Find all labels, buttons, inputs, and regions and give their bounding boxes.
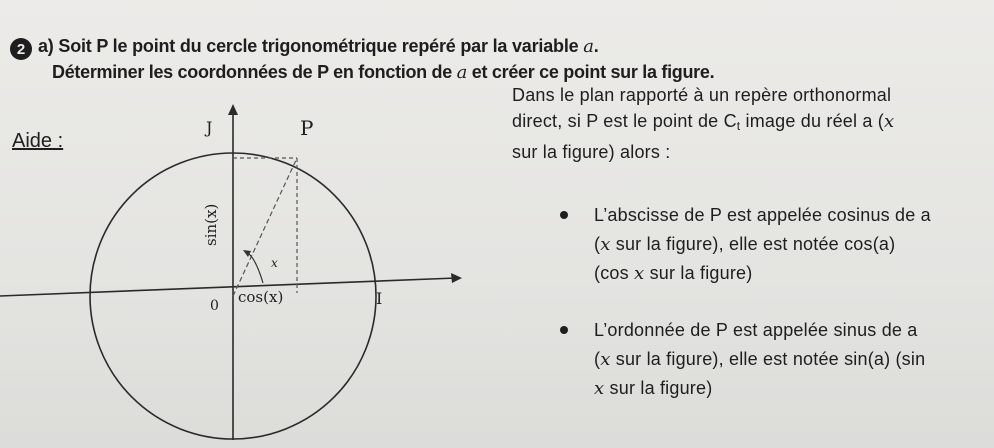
- bullet-sinus-line2-post: sur la figure), elle est notée sin(a) (sin: [610, 349, 926, 369]
- question-line1-text: a) Soit P le point du cercle trigonométrique repéré par la variable: [38, 36, 584, 56]
- label-cos-x: cos(x): [238, 288, 284, 306]
- definition-line3: sur la figure) alors :: [512, 142, 671, 162]
- label-angle-x: x: [271, 256, 278, 270]
- bullet-cosinus: [560, 201, 980, 288]
- bullet-dot-icon: [560, 211, 568, 219]
- label-origin: 0: [210, 298, 219, 314]
- bullet-cosinus-line2-x: x: [600, 234, 611, 255]
- definition-paragraph: [512, 82, 982, 165]
- definition-line1: Dans le plan rapporté à un repère orthonormal: [512, 85, 892, 105]
- radius-op: [233, 158, 297, 296]
- bullet-sinus-line2: [560, 345, 980, 374]
- definition-line2-x: x: [884, 111, 895, 132]
- bullet-sinus-line2-x: x: [600, 349, 611, 370]
- aide-label: Aide :: [12, 130, 64, 152]
- bullet-cosinus-line3-x: x: [634, 263, 645, 284]
- label-p: P: [300, 116, 314, 140]
- bullet-sinus: [560, 316, 980, 403]
- question-number: 2: [16, 40, 26, 58]
- bullet-cosinus-line3-pre: (cos: [594, 263, 635, 283]
- y-axis-arrow: [228, 104, 238, 115]
- bullet-sinus-line3: [560, 374, 980, 403]
- bullet-cosinus-line3: [560, 259, 980, 288]
- bullet-sinus-line2-pre: (: [594, 349, 601, 369]
- bullet-sinus-line3-x: x: [594, 378, 605, 399]
- definition-line2: [512, 108, 982, 139]
- bullet-sinus-line1: L’ordonnée de P est appelée sinus de a: [594, 320, 918, 340]
- question-line2-text: Déterminer les coordonnées de P en fonction de: [52, 62, 457, 82]
- definition-line2-subscript: t: [736, 119, 741, 133]
- definition-line2-text: direct, si P est le point de C: [512, 111, 737, 131]
- label-j: J: [206, 118, 213, 137]
- angle-arc: [246, 252, 263, 283]
- angle-arc-arrow: [243, 250, 251, 257]
- bullet-sinus-line3-post: sur la figure): [604, 378, 713, 398]
- x-axis: [0, 278, 456, 296]
- bullet-dot-icon: [560, 326, 568, 334]
- bullet-cosinus-line2: [560, 230, 980, 259]
- label-sin-x: sin(x): [202, 203, 220, 246]
- question-line2-suffix: et créer ce point sur la figure.: [467, 62, 715, 82]
- question-line1-suffix: .: [593, 36, 599, 56]
- bullet-cosinus-line1: L’abscisse de P est appelée cosinus de a: [594, 205, 931, 225]
- question-line2-variable: a: [456, 62, 468, 83]
- bullet-cosinus-line2-post: sur la figure), elle est notée cos(a): [610, 234, 896, 254]
- definition-line2-text-b: image du réel a (: [740, 111, 884, 131]
- question-line1-variable: a: [583, 36, 594, 57]
- x-axis-arrow: [451, 273, 462, 283]
- bullet-cosinus-line2-pre: (: [594, 234, 601, 254]
- bullet-cosinus-line3-post: sur la figure): [644, 263, 753, 283]
- label-i: I: [376, 289, 383, 308]
